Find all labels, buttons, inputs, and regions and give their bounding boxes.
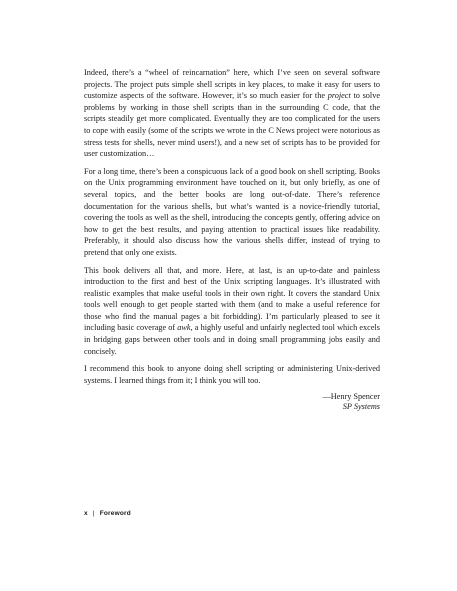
paragraph-3-text-1: This book delivers all that, and more. Here, at last, is an up-to-date and painless introduction to the first and best of the Unix scripting languages. It’s illustrated with realistic examples that make useful tools in their own right. It covers the standard Unix tools well enough to get people started with them (and to make a useful reference for those who find the manual pages a bit forbidding). I’m particularly pleased to see it including basic coverage of bbox=[84, 265, 380, 333]
signature-organization: SP Systems bbox=[342, 402, 380, 412]
paragraph-2 bbox=[84, 166, 380, 259]
page-body bbox=[84, 67, 380, 412]
paragraph-2-text: For a long time, there’s been a conspicuous lack of a good book on shell scripting. Books on the Unix programming environment have touched on it, but only briefly, as one of several topics, and the better books are long out-of-date. There’s reference documentation for the various shells, but what’s wanted is a novice-friendly tutorial, covering the tools as well as the shell, introducing the concepts gently, offering advice on how to get the best results, and paying attention to practical issues like readability. Preferably, it should also discuss how the various shells differ, instead of trying to pretend that only one exists. bbox=[84, 166, 380, 257]
paragraph-3-text-2: , a highly useful and unfairly neglected tool which excels in bridging gaps between other tools and in doing small programming jobs easily and concisely. bbox=[84, 323, 380, 356]
paragraph-4-text: I recommend this book to anyone doing shell scripting or administering Unix-derived systems. I learned things from it; I think you will too. bbox=[84, 364, 380, 385]
paragraph-1 bbox=[84, 67, 380, 160]
page-footer bbox=[84, 510, 131, 517]
paragraph-1-italic-project: project bbox=[327, 91, 351, 101]
paragraph-3-italic-awk: awk bbox=[177, 323, 191, 333]
paragraph-3 bbox=[84, 265, 380, 358]
signature-name: —Henry Spencer bbox=[322, 392, 380, 402]
section-name: Foreword bbox=[99, 510, 131, 517]
footer-separator: | bbox=[92, 510, 95, 517]
page-number: x bbox=[84, 510, 88, 517]
signature-block bbox=[84, 392, 380, 412]
paragraph-4 bbox=[84, 363, 380, 386]
paragraph-1-text-2: to solve problems by working in those shell scripts than in the surrounding C code, that the scripts steadily get more complicated. Eventually they are too complicated for the users to cope with easily (some of the scripts we wrote in the C News project were notorious as stress tests for shells, never mind users!), and a new set of scripts has to be provided for user customization… bbox=[84, 91, 380, 159]
paragraph-1-text-1: Indeed, there’s a “wheel of reincarnation” here, which I’ve seen on several software projects. The project puts simple shell scripts in key places, to make it easy for users to customize aspects of the software. However, it’s so much easier for the bbox=[84, 68, 380, 101]
